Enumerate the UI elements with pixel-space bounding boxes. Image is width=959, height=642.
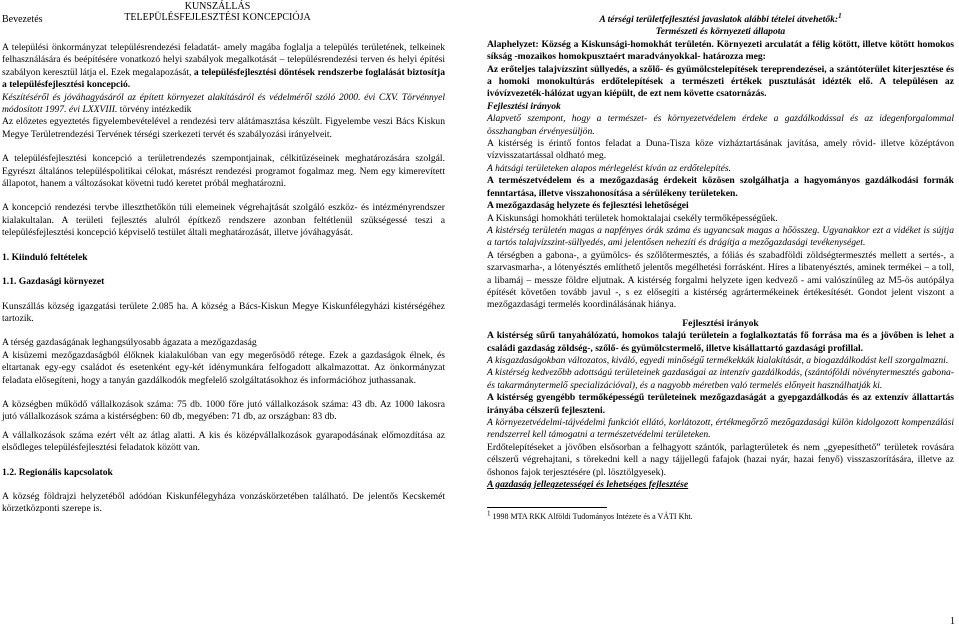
paragraph: Az erőteljes talajvízszint süllyedés, a szőlő- és gyümölcstelepítések tereprendezései, a szántóterület kiterjesztése és a homoki monokultúrás erdőtelepítések a természeti értékek pusztulását idézték elő. A településen az ivóvízvezeték-hálózat ugyan kiépült, de ezt nem követte csatornázás. — [487, 63, 954, 100]
paragraph: Az előzetes egyeztetés figyelembevételével a rendezési terv alátámasztása készült. Figyelembe veszi Bács Kiskun Megye Területrendezési Tervének térségi szerkezeti tervét és szabályozási irányelveit. — [2, 116, 445, 140]
paragraph: A települési önkormányzat településrendezési feladatát- amely magába foglalja a település területének, telkeinek felhasználására és beépítésére vonatkozó helyi szabályok megalkotását – településrendezési terven és helyi építési szabályon keresztül látja el. Ezek megalapozását, a településfejlesztési döntések rendszerbe foglalását biztosítja a településfejlesztési koncepció. — [2, 42, 445, 91]
header-doc-title: TELEPÜLÉSFEJLESZTÉSI KONCEPCIÓJA — [124, 12, 311, 23]
heading-fejlesztesi-iranyok-2: Fejlesztési irányok — [682, 317, 759, 329]
paragraph: A kisüzemi mezőgazdaságból élőknek kialakulóban van egy megerősödő rétege. Ezek a gazdaságok élnek, és eltartanak egy-egy családot és esetenként egy-két idénymunkára felfogadott alkalmazottat. Az önkormányzat feladata elősegíteni, hogy a tanyán gazdálkodók megfelelő szolgáltatásokhoz és információhoz juthassanak. — [2, 349, 445, 386]
heading-1: 1. Kiinduló feltételek — [2, 251, 88, 263]
header-section: Bevezetés — [2, 14, 43, 25]
paragraph: A Kiskunsági homokháti területek homoktalajai csekély termőképességűek. — [487, 212, 778, 224]
paragraph: A kistérség kedvezőbb adottságú területeinek gazdaságai az intenzív gazdálkodás, (szántóföldi növénytermesztés gabona- és takarmánytermelő specializációval), és a nagyobb méretben való termelés előnyeit használhatják ki. — [487, 367, 954, 391]
paragraph: Erdőtelepítéseket a jövőben elsősorban a felhagyott szántók, parlagterületek és nem „gyepesíthető” területek rovására célszerű végrehajtani, s törekedni kell a nagy tájjellegű fafajok (hazai nyár, hazai fenyő) visszaszorítására, illetve az őshonos fajok terjesztésére (pl. lösztölgyesek). — [487, 441, 954, 478]
left-column — [2, 42, 445, 516]
heading-allapot: Természeti és környezeti állapota — [655, 26, 786, 38]
paragraph: A kisgazdaságokban változatos, kiváló, egyedi minőségű termékekkák kialakítását, a biogazdálkodást kell szorgalmazni. — [487, 354, 949, 366]
paragraph: A környezetvédelmi-tájvédelmi funkciót ellátó, korlátozott, értékmegőrző mezőgazdasági külön kidolgozott kompenzálási rendszerrel kell támogatni a természetvédelmi területeken. — [487, 417, 954, 441]
footnote: $^1$ 1998 MTA RKK Alföldi Tudományos Intézete és a VÁTI Kht. — [487, 509, 693, 522]
subheading-gazdasag: A gazdaság jellegzetességei és lehetséges fejlesztése — [487, 479, 689, 491]
header-town: KUNSZÁLLÁS — [184, 1, 251, 12]
paragraph: A településfejlesztési koncepció a területrendezés szempontjainak, célkitűzéseinek meghatározására szolgál. Egyrészt általános településpolitikai célokat, másrészt rendezési programot fogalmaz meg. Nem egy kimerevített állapotot, hanem a változásokat követni tudó keretet próbál meghatározni. — [2, 153, 445, 190]
paragraph: A hátsági területeken alapos mérlegelést kíván az erdőtelepítés. — [487, 162, 732, 174]
paragraph: A kistérség gyengébb termőképességű területeinek mezőgazdaságát a gyepgazdálkodás és az extenzív állattartás irányába célszerű fejleszteni. — [487, 392, 954, 416]
paragraph: Készítéséről és jóváhagyásáról az épített környezet alakításáról és védelméről szóló 2000. évi CXV. Törvénnyel módosított 1997. évi LXXVIII. törvény intézkedik — [2, 91, 445, 116]
intro-line: A térségi területfejlesztési javaslatok alábbi tételei átvehetők:$^1$ — [599, 11, 842, 25]
paragraph: A térségben a gabona-, a gyümölcs- és szőlőtermesztés, a fóliás és szabadföldi zöldségtermesztés mellett a sertés-, a szarvasmarha-, a lótenyésztés említhető jelentős megélhetési forrásként. Híres a libatenyésztés, aminek termékei – a toll, a libamáj – messze földre eljutnak. A kistérség forgalmi helyzete igen kedvező - ami valószínűleg az M5-ös autópálya építését követően tovább javul -, s ez elősegíti a kistérség agrártermékeinek értékesítését. Gondot jelent viszont a mezőgazdasági termelés koordinálásának hiánya. — [487, 249, 954, 311]
paragraph: A térség gazdaságának leghangsúlyosabb ágazata a mezőgazdaság — [2, 337, 257, 349]
paragraph: A kistérség sűrű tanyahálózatú, homokos talajú területein a foglalkoztatás fő forrása ma és a jövőben is lehet a családi gazdaság zöldség-, szőlő- és gyümölcstermelő, illetve kisállattartó gazdasági profillal. — [487, 330, 954, 354]
paragraph: A koncepció rendezési tervbe illeszthetőkön túli elemeinek végrehajtását szolgáló eszköz- és intézményrendszer kialakultalan. A területi fejlesztés alulról építkező rendszere azonban feltétlenül szükségessé teszi a településfejlesztési koncepció képviselő testület általi meghatározását, illetve jóváhagyását. — [2, 202, 445, 239]
paragraph: A községben működő vállalkozások száma: 75 db. 1000 főre jutó vállalkozások száma: 43 db. Az 1000 lakosra jutó vállalkozások száma a kistérségben: 60 db, megyében: 71 db, az országban: 83 db. — [2, 398, 445, 423]
subheading: A mezőgazdaság helyzete és fejlesztési lehetőségei — [487, 200, 689, 212]
right-column — [487, 11, 954, 522]
paragraph: A természetvédelem és a mezőgazdaság érdekeit közösen szolgálhatja a hagyományos gazdálkodási formák fenntartása, illetve visszahonosítása a sérülékeny területeken. — [487, 175, 954, 199]
header-title-block — [110, 1, 325, 23]
heading-fejlesztesi-iranyok: Fejlesztési irányok — [487, 100, 561, 112]
paragraph: A kistérség területén magas a napfényes órák száma és ugyancsak magas a hőösszeg. Ugyanakkor ezt a vidéket is sújtja a tartós talajvízszint-süllyedés, ami jelentősen nehezíti és drágítja a mezőgazdasági tevékenységet. — [487, 224, 954, 249]
footnote-ref: 1 — [838, 11, 842, 20]
page-number: 1 — [950, 615, 955, 627]
paragraph: Alapvető szempont, hogy a természet- és környezetvédelem érdeke a gazdálkodással és az idegenforgalommal összhangban érvényesüljön. — [487, 113, 954, 137]
paragraph: Kunszállás község igazgatási területe 2.085 ha. A község a Bács-Kiskun Megye Kiskunfélegyházi kistérségéhez tartozik. — [2, 300, 445, 324]
heading-1-1: 1.1. Gazdasági környezet — [2, 276, 105, 288]
paragraph: A község földrajzi helyzetéből adódóan Kiskunfélegyháza vonzáskörzetében található. De jelentős Kecskemét körzetközponti szerepe is. — [2, 490, 445, 515]
paragraph: A kistérség is érintő fontos feladat a Duna-Tisza köze vízháztartásának javítása, amely rövid- illetve középtávon vízvisszatartással oldható meg. — [487, 138, 954, 162]
heading-1-2: 1.2. Regionális kapcsolatok — [2, 466, 113, 478]
paragraph: Alaphelyzet: Község a Kiskunsági-homokhát területén. Környezeti arculatát a félig kötött, illetve kötött homokos síkság -mozaikos homokpusztaért maradványokkal- határozza meg: — [487, 38, 954, 63]
footnote-divider — [487, 507, 607, 508]
paragraph: A vállalkozások száma ezért vélt az átlag alatti. A kis és középvállalkozások gyarapodásának előmozdítása az elsődleges településfejlesztési feladatok között van. — [2, 429, 445, 454]
